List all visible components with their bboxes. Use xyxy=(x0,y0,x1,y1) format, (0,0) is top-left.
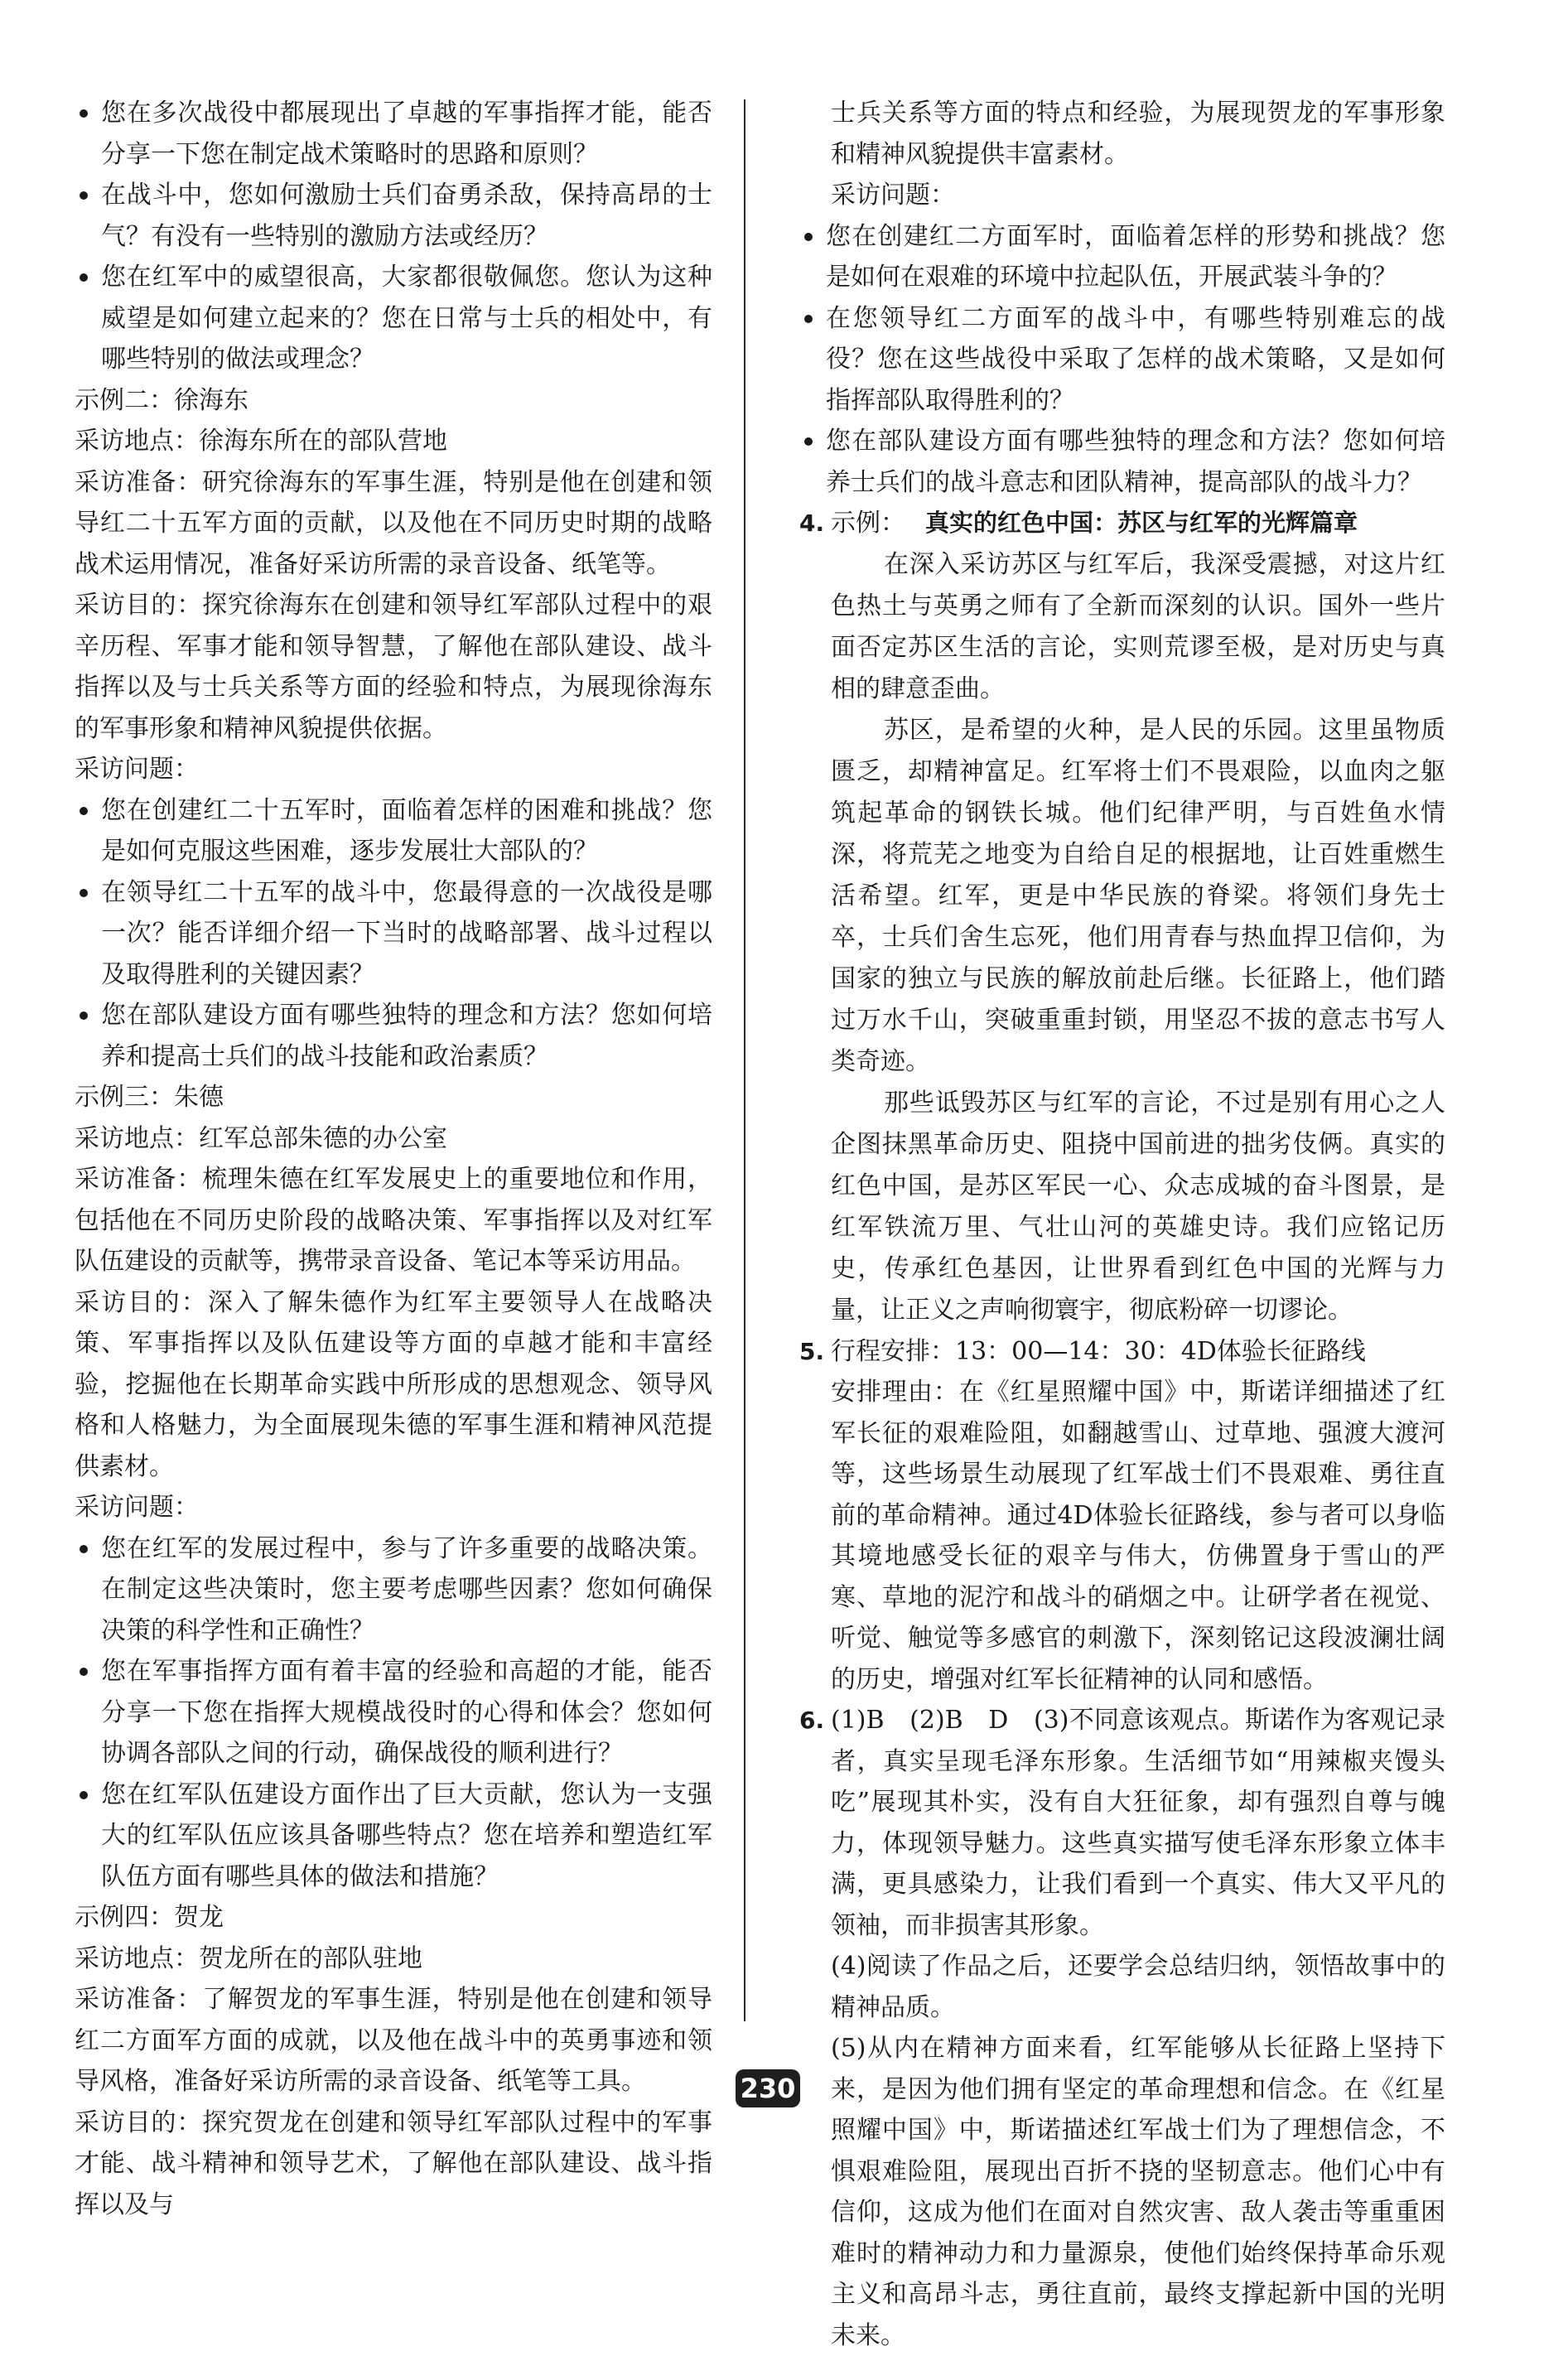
bullet-item xyxy=(75,93,712,175)
bullet-item xyxy=(75,872,712,996)
bullet-text: 在战斗中，您如何激励士兵们奋勇杀敌，保持高昂的士气？有没有一些特别的激励方法或经历？ xyxy=(101,181,712,251)
bullet-text: 您在红军中的威望很高，大家都很敬佩您。您认为这种威望是如何建立起来的？您在日常与士兵的相处中，有哪些特别的做法或理念？ xyxy=(101,263,712,374)
text-line: 采访目的：探究贺龙在创建和领导红军部队过程中的军事才能、战斗精神和领导艺术，了解他在部队建设、战斗指挥以及与 xyxy=(75,2107,712,2219)
right-column xyxy=(799,93,1445,2356)
left-column xyxy=(75,93,712,2225)
bullet-text: 您在部队建设方面有哪些独特的理念和方法？您如何培养士兵们的战斗意志和团队精神，提高部队的战斗力？ xyxy=(826,427,1445,497)
answer-number: 5. xyxy=(799,1337,825,1365)
bullet-text: 您在创建红二方面军时，面临着怎样的形势和挑战？您是如何在艰难的环境中拉起队伍，开展武装斗争的？ xyxy=(826,221,1445,292)
bullet-item xyxy=(75,257,712,380)
answer-number: 4. xyxy=(799,509,825,537)
essay-paragraph: 苏区，是希望的火种，是人民的乐园。这里虽物质匮乏，却精神富足。红军将士们不畏艰险，以血肉之躯筑起革命的钢铁长城。他们纪律严明，与百姓鱼水情深，将荒芜之地变为自给自足的根据地，让百姓重燃生活希望。红军，更是中华民族的脊梁。将领们身先士卒，士兵们舍生忘死，他们用青春与热血捍卫信仰，为国家的独立与民族的解放前赴后继。长征路上，他们踏过万水千山，突破重重封锁，用坚忍不拔的意志书写人类奇迹。 xyxy=(831,715,1445,1076)
bullet-item xyxy=(799,421,1445,503)
bullet-item xyxy=(75,790,712,872)
numbered-answer xyxy=(799,1331,1445,1373)
bullet-text: 在您领导红二方面军的战斗中，有哪些特别难忘的战役？您在这些战役中采取了怎样的战术策略，又是如何指挥部队取得胜利的？ xyxy=(826,303,1445,415)
page-number: 230 xyxy=(736,2069,800,2107)
answer-text: 行程安排：13：00—14：30：4D体验长征路线 xyxy=(831,1336,1366,1366)
bullet-dot-icon xyxy=(80,1545,88,1553)
essay-paragraph: 在深入采访苏区与红军后，我深受震撼，对这片红色热土与英勇之师有了全新而深刻的认识。国外一些片面否定苏区生活的言论，实则荒谬至极，是对历史与真相的肆意歪曲。 xyxy=(831,549,1445,703)
text-line: 示例三：朱德 xyxy=(75,1083,224,1112)
bullet-dot-icon xyxy=(80,191,88,200)
text-paragraph: 安排理由：在《红星照耀中国》中，斯诺详细描述了红军长征的艰难险阻，如翻越雪山、过草地、强渡大渡河等，这些场景生动展现了红军战士们不畏艰难、勇往直前的革命精神。通过4D体验长征路线，参与者可以身临其境地感受长征的艰辛与伟大，仿佛置身于雪山的严寒、草地的泥泞和战斗的硝烟之中。让研学者在视觉、听觉、触觉等多感官的刺激下，深刻铭记这段波澜壮阔的历史，增强对红军长征精神的认同和感悟。 xyxy=(831,1378,1445,1694)
bullet-dot-icon xyxy=(80,1791,88,1799)
text-line: 采访问题： xyxy=(75,755,199,784)
bullet-dot-icon xyxy=(80,109,88,118)
essay-paragraph: 那些诋毁苏区与红军的言论，不过是别有用心之人企图抹黑革命历史、阻挠中国前进的拙劣伎俩。真实的红色中国，是苏区军民一心、众志成城的奋斗图景，是红军铁流万里、气壮山河的英雄史诗。我们应铭记历史，传承红色基因，让世界看到红色中国的光辉与力量，让正义之声响彻寰宇，彻底粉碎一切谬论。 xyxy=(831,1088,1445,1325)
text-paragraph: (5)从内在精神方面来看，红军能够从长征路上坚持下来，是因为他们拥有坚定的革命理想和信念。在《红星照耀中国》中，斯诺描述红军战士们为了理想信念，不惧艰难险阻，展现出百折不挠的坚韧意志。他们心中有信仰，这成为他们在面对自然灾害、敌人袭击等重重困难时的精神动力和力量源泉，使他们始终保持革命乐观主义和高昂斗志，勇往直前，最终支撑起新中国的光明未来。 xyxy=(831,2034,1445,2350)
answer-number: 6. xyxy=(799,1707,825,1734)
bullet-dot-icon xyxy=(804,315,813,323)
bullet-text: 您在红军的发展过程中，参与了许多重要的战略决策。在制定这些决策时，您主要考虑哪些因素？您如何确保决策的科学性和正确性？ xyxy=(101,1533,712,1645)
bullet-dot-icon xyxy=(80,807,88,815)
bullet-dot-icon xyxy=(804,437,813,446)
text-line: 采访目的：探究徐海东在创建和领导红军部队过程中的艰辛历程、军事才能和领导智慧，了解他在部队建设、战斗指挥以及与士兵关系等方面的经验和特点，为展现徐海东的军事形象和精神风貌提供依据。 xyxy=(75,591,712,743)
bullet-dot-icon xyxy=(80,1668,88,1676)
text-line: 采访地点：红军总部朱德的办公室 xyxy=(75,1123,447,1153)
bullet-text: 您在红军队伍建设方面作出了巨大贡献，您认为一支强大的红军队伍应该具备哪些特点？您在培养和塑造红军队伍方面有哪些具体的做法和措施？ xyxy=(101,1779,712,1891)
bullet-item xyxy=(75,1651,712,1774)
bullet-text: 您在多次战役中都展现出了卓越的军事指挥才能，能否分享一下您在制定战术策略时的思路和原则？ xyxy=(101,99,712,169)
text-line: 示例二：徐海东 xyxy=(75,385,248,415)
bullet-text: 您在部队建设方面有哪些独特的理念和方法？您如何培养和提高士兵们的战斗技能和政治素质？ xyxy=(101,1001,712,1071)
bullet-text: 在领导红二十五军的战斗中，您最得意的一次战役是哪一次？能否详细介绍一下当时的战略部署、战斗过程以及取得胜利的关键因素？ xyxy=(101,877,712,989)
text-line: 采访目的：深入了解朱德作为红军主要领导人在战略决策、军事指挥以及队伍建设等方面的卓越才能和丰富经验，挖掘他在长期革命实践中所形成的思想观念、领导风格和人格魅力，为全面展现朱德的军事生涯和精神风范提供素材。 xyxy=(75,1287,712,1481)
numbered-answer xyxy=(799,503,1445,544)
bullet-item xyxy=(75,175,712,257)
bullet-item xyxy=(75,1528,712,1652)
text-line: 采访地点：徐海东所在的部队营地 xyxy=(75,427,447,456)
answer-text: (1)B (2)B D (3)不同意该观点。斯诺作为客观记录者，真实呈现毛泽东形象。生活细节如“用辣椒夹馒头吃”展现其朴实，没有自大狂征象，却有强烈自尊与魄力，体现领导魅力。这些真实描写使毛泽东形象立体丰满，更具感染力，让我们看到一个真实、伟大又平凡的领袖，而非损害其形象。 xyxy=(831,1706,1445,1940)
column-divider xyxy=(744,99,745,2021)
bullet-dot-icon xyxy=(80,273,88,282)
text-line: 采访问题： xyxy=(75,1493,199,1522)
text-line: 采访准备：研究徐海东的军事生涯，特别是他在创建和领导红二十五军方面的贡献，以及他在不同历史时期的战略战术运用情况，准备好采访所需的录音设备、纸笔等。 xyxy=(75,467,712,579)
text-line: 采访准备：梳理朱德在红军发展史上的重要地位和作用，包括他在不同历史阶段的战略决策、军事指挥以及对红军队伍建设的贡献等，携带录音设备、笔记本等采访用品。 xyxy=(75,1165,712,1276)
bullet-text: 您在军事指挥方面有着丰富的经验和高超的才能，能否分享一下您在指挥大规模战役时的心得和体会？您如何协调各部队之间的行动，确保战役的顺利进行？ xyxy=(101,1657,712,1768)
text-paragraph: 士兵关系等方面的特点和经验，为展现贺龙的军事形象和精神风貌提供丰富素材。 xyxy=(831,99,1445,169)
bullet-item xyxy=(799,216,1445,298)
numbered-answer xyxy=(799,1700,1445,1946)
text-paragraph: 采访问题： xyxy=(831,181,955,210)
essay-title: 真实的红色中国：苏区与红军的光辉篇章 xyxy=(925,509,1358,537)
bullet-item xyxy=(75,1774,712,1898)
bullet-item xyxy=(799,298,1445,422)
text-line: 采访准备：了解贺龙的军事生涯，特别是他在创建和领导红二方面军方面的成就，以及他在战斗中的英勇事迹和领导风格，准备好采访所需的录音设备、纸笔等工具。 xyxy=(75,1985,712,2096)
essay-label: 示例： xyxy=(831,509,905,538)
bullet-text: 您在创建红二十五军时，面临着怎样的困难和挑战？您是如何克服这些困难，逐步发展壮大部队的？ xyxy=(101,795,712,866)
text-line: 示例四：贺龙 xyxy=(75,1903,224,1932)
bullet-dot-icon xyxy=(80,1011,88,1020)
text-paragraph: (4)阅读了作品之后，还要学会总结归纳，领悟故事中的精神品质。 xyxy=(831,1952,1445,2022)
bullet-item xyxy=(75,995,712,1077)
bullet-dot-icon xyxy=(80,889,88,897)
bullet-dot-icon xyxy=(804,233,813,241)
text-line: 采访地点：贺龙所在的部队驻地 xyxy=(75,1943,422,1973)
